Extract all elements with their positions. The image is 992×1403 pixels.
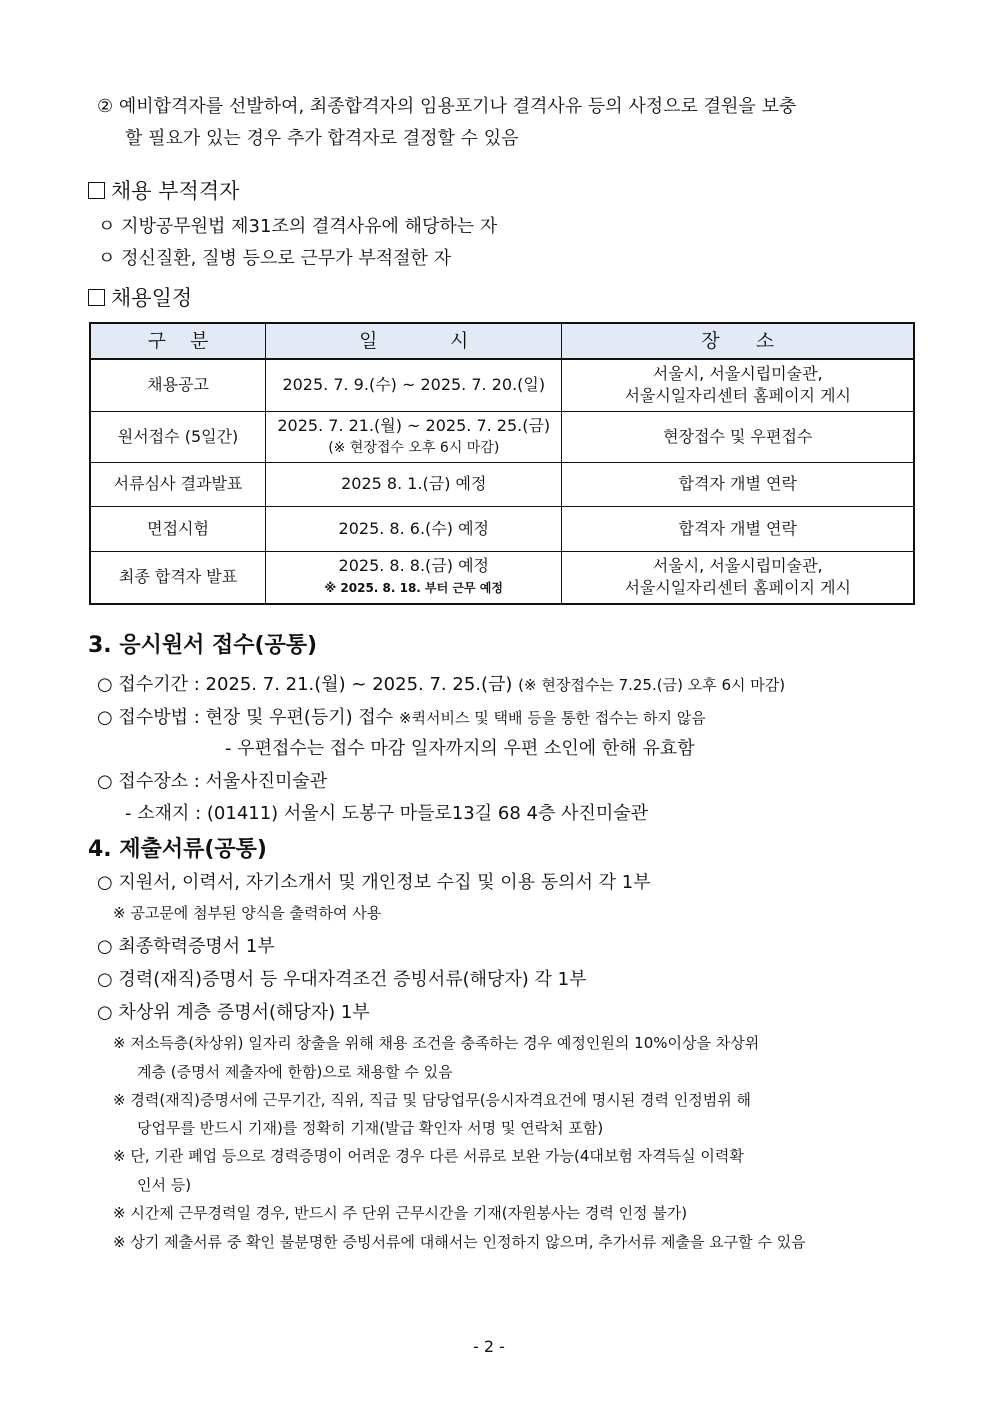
unfit-heading-text: 채용 부적격자 xyxy=(111,179,240,203)
row-date xyxy=(266,411,562,462)
row-category: 서류심사 결과발표 xyxy=(90,462,266,506)
table-row xyxy=(90,551,914,604)
header-date: 일 시 xyxy=(266,323,562,359)
note-3-line1: ※ 단, 기관 폐업 등으로 경력증명이 어려운 경우 다른 서류로 보완 가능(4대보험 자격득실 이력확 xyxy=(113,1147,744,1165)
row-category: 원서접수 (5일간) xyxy=(90,411,266,462)
section3-place-sub: - 소재지 : (01411) 서울시 도봉구 마들로13길 68 4층 사진미술관 xyxy=(125,803,648,824)
row-place xyxy=(562,359,914,411)
row-place: 합격자 개별 연락 xyxy=(562,462,914,506)
table-row xyxy=(90,411,914,462)
note-3-line2: 인서 등) xyxy=(137,1176,192,1194)
note-4-line1: ※ 시간제 근무경력일 경우, 반드시 주 단위 근무시간을 기재(자원봉사는 경력 인정 불가) xyxy=(113,1204,688,1222)
row-place: 현장접수 및 우편접수 xyxy=(562,411,914,462)
schedule-heading-text: 채용일정 xyxy=(111,286,193,310)
row-place: 합격자 개별 연락 xyxy=(562,506,914,551)
row-category: 최종 합격자 발표 xyxy=(90,551,266,604)
row-date-note: ※ 2025. 8. 18. 부터 근무 예정 xyxy=(324,581,503,596)
row-place-line1: 서울시, 서울시립미술관, xyxy=(652,556,823,576)
section4-heading: 4. 제출서류(공통) xyxy=(88,837,267,862)
row-place-line2: 서울시일자리센터 홈페이지 게시 xyxy=(624,578,851,598)
section4-item1-note: ※ 공고문에 첨부된 양식을 출력하여 사용 xyxy=(113,904,382,922)
note-5-line1: ※ 상기 제출서류 중 확인 불분명한 증빙서류에 대해서는 인정하지 않으며, 추가서류 제출을 요구할 수 있음 xyxy=(113,1233,806,1251)
section3-method-note: ※퀵서비스 및 택배 등을 통한 접수는 하지 않음 xyxy=(398,709,706,727)
row-date: 2025. 8. 6.(수) 예정 xyxy=(266,506,562,551)
section3-heading: 3. 응시원서 접수(공통) xyxy=(88,633,318,658)
row-date: 2025 8. 1.(금) 예정 xyxy=(266,462,562,506)
row-date: 2025. 7. 9.(수) ~ 2025. 7. 20.(일) xyxy=(266,359,562,411)
section3-method-label: ○ 접수방법 : 현장 및 우편(등기) 접수 xyxy=(97,707,394,728)
section3-period xyxy=(97,670,785,696)
row-date-note: (※ 현장접수 오후 6시 마감) xyxy=(328,439,500,456)
note-2-line1: ※ 경력(재직)증명서에 근무기간, 직위, 직급 및 담당업무(응시자격요건에 명시된 경력 인정범위 해 xyxy=(113,1091,751,1109)
row-category: 채용공고 xyxy=(90,359,266,411)
note-1-line1: ※ 저소득층(차상위) 일자리 창출을 위해 채용 조건을 충족하는 경우 예정인원의 10%이상을 차상위 xyxy=(113,1034,760,1052)
page-number: - 2 - xyxy=(473,1337,505,1356)
section4-item4: ○ 차상위 계층 증명서(해당자) 1부 xyxy=(97,1002,370,1023)
intro-item2-line2: 할 필요가 있는 경우 추가 합격자로 결정할 수 있음 xyxy=(125,128,519,149)
table-row xyxy=(90,462,914,506)
section4-item1: ○ 지원서, 이력서, 자기소개서 및 개인정보 수집 및 이용 동의서 각 1부 xyxy=(97,872,651,893)
table-row xyxy=(90,506,914,551)
header-place: 장 소 xyxy=(562,323,914,359)
schedule-heading xyxy=(88,282,192,312)
section4-item3: ○ 경력(재직)증명서 등 우대자격조건 증빙서류(해당자) 각 1부 xyxy=(97,969,587,990)
checkbox-square-icon xyxy=(88,182,105,199)
row-place-line1: 서울시, 서울시립미술관, xyxy=(652,364,823,384)
unfit-item-1: ㅇ 지방공무원법 제31조의 결격사유에 해당하는 자 xyxy=(98,216,498,237)
table-row xyxy=(90,359,914,411)
unfit-item-2: ㅇ 정신질환, 질병 등으로 근무가 부적절한 자 xyxy=(98,248,452,269)
intro-item2-line1: ② 예비합격자를 선발하여, 최종합격자의 임용포기나 결격사유 등의 사정으로 결원을 보충 xyxy=(97,96,797,117)
schedule-table xyxy=(89,322,915,605)
note-2-line2: 당업무를 반드시 기재)를 정확히 기재(발급 확인자 서명 및 연락처 포함) xyxy=(137,1119,604,1137)
row-place-line2: 서울시일자리센터 홈페이지 게시 xyxy=(624,386,851,406)
row-category: 면접시험 xyxy=(90,506,266,551)
section3-period-label: ○ 접수기간 : 2025. 7. 21.(월) ~ 2025. 7. 25.(금) xyxy=(97,674,513,695)
section3-place: ○ 접수장소 : 서울사진미술관 xyxy=(97,771,328,792)
row-date xyxy=(266,551,562,604)
section3-method xyxy=(97,703,706,729)
row-place xyxy=(562,551,914,604)
section4-item2: ○ 최종학력증명서 1부 xyxy=(97,936,275,957)
section3-period-note: (※ 현장접수는 7.25.(금) 오후 6시 마감) xyxy=(518,676,786,694)
row-date-main: 2025. 8. 8.(금) 예정 xyxy=(338,556,489,576)
unfit-heading xyxy=(88,175,239,205)
note-1-line2: 계층 (증명서 제출자에 한함)으로 채용할 수 있음 xyxy=(137,1063,453,1081)
section3-method-sub: - 우편접수는 접수 마감 일자까지의 우편 소인에 한해 유효함 xyxy=(225,738,695,759)
header-category: 구 분 xyxy=(90,323,266,359)
table-header-row xyxy=(90,323,914,359)
row-date-main: 2025. 7. 21.(월) ~ 2025. 7. 25.(금) xyxy=(277,415,551,435)
checkbox-square-icon xyxy=(88,289,105,306)
